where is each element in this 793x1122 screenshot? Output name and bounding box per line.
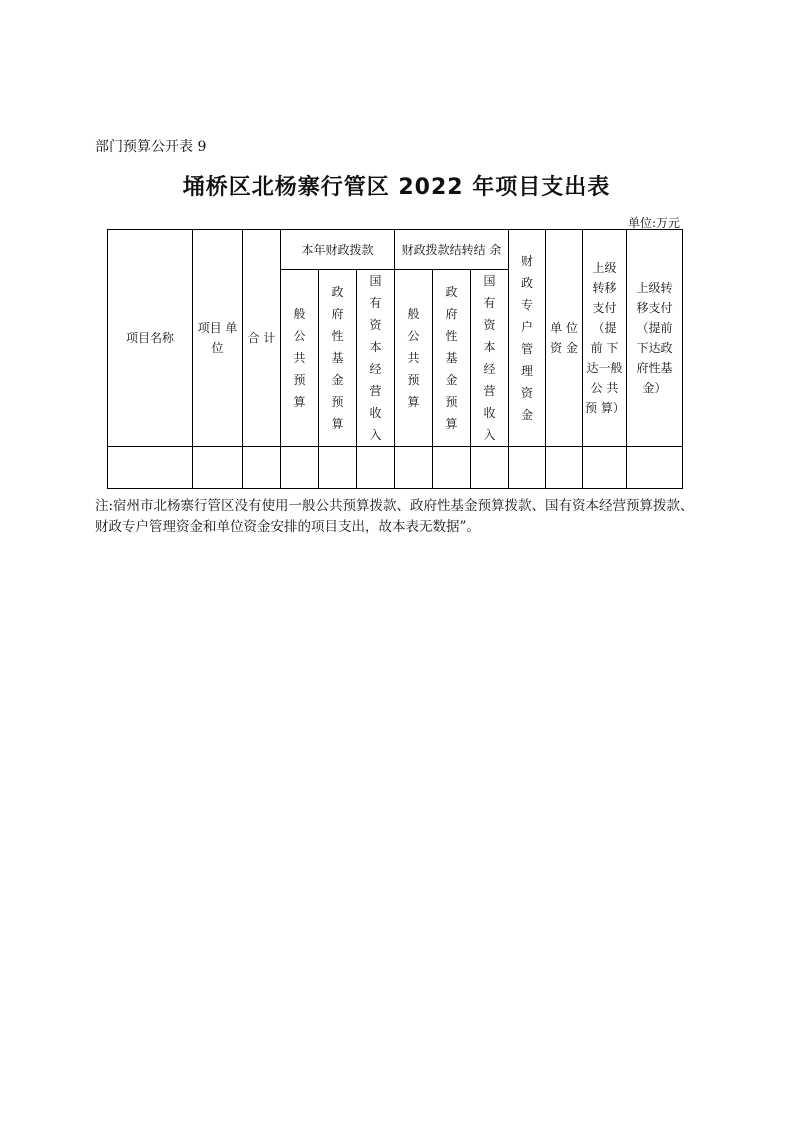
header-item-unit: 项目 单位 — [193, 230, 243, 447]
page-title: 埇桥区北杨寨行管区 2022 年项目支出表 — [182, 175, 611, 200]
table-cell — [281, 447, 319, 489]
table-cell — [243, 447, 281, 489]
table-cell — [433, 447, 471, 489]
header-transfer-fund: 上级转 移支付（提前 下达政 府性基 金） — [627, 230, 683, 447]
table-cell — [471, 447, 509, 489]
header-item-name: 项目名称 — [108, 230, 193, 447]
table-cell — [193, 447, 243, 489]
project-expenditure-table — [107, 229, 683, 489]
header-carry-gov-fund: 政府性基金预算 — [433, 270, 471, 447]
header-transfer-general: 上级 转移 支付（提 前 下 达一般公 共预 算） — [583, 230, 627, 447]
header-fiscal-special: 财政专户管理资金 — [509, 230, 546, 447]
document-label: 部门预算公开表 9 — [95, 139, 207, 155]
table-cell — [627, 447, 683, 489]
table-cell — [319, 447, 357, 489]
header-current-year-group: 本年财政拨款 — [281, 230, 395, 270]
table-cell — [546, 447, 583, 489]
header-unit-funds: 单 位 资 金 — [546, 230, 583, 447]
header-carry-state-capital: 国有资本经营收入 — [471, 270, 509, 447]
header-current-gov-fund: 政府性基金预算 — [319, 270, 357, 447]
table-cell — [357, 447, 395, 489]
table-row — [108, 447, 683, 489]
table-cell — [583, 447, 627, 489]
header-carry-general: 般公共预算 — [395, 270, 433, 447]
footnote: 注:宿州市北杨寨行管区没有使用一般公共预算拨款、政府性基金预算拨款、国有资本经营预算拨款、财政专户管理资金和单位资金安排的项目支出，故本表无数据”。 — [95, 498, 694, 535]
header-total: 合 计 — [243, 230, 281, 447]
table-cell — [108, 447, 193, 489]
header-current-state-capital: 国有资本经营收入 — [357, 270, 395, 447]
unit-label: 单位:万元 — [627, 216, 680, 230]
table-cell — [395, 447, 433, 489]
header-current-general: 般公共预算 — [281, 270, 319, 447]
table-cell — [509, 447, 546, 489]
header-carryover-group: 财政拨款结转结 余 — [395, 230, 509, 270]
